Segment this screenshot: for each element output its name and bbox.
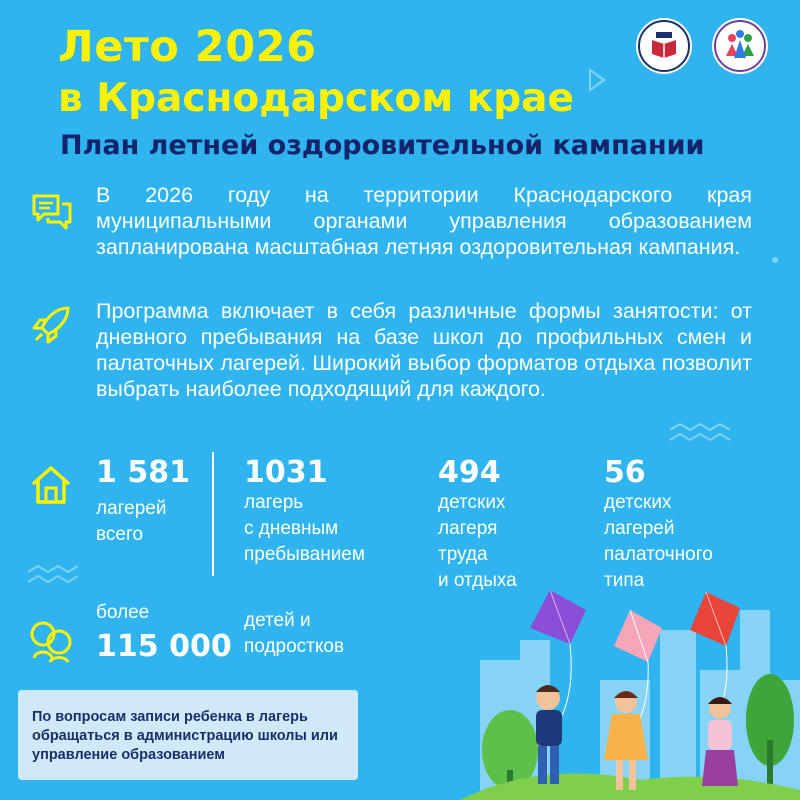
stat-day-camps-value: 1031 [244, 455, 328, 490]
people-emblem-icon [712, 18, 768, 74]
children-prefix: более [96, 602, 150, 623]
book-emblem-icon [636, 18, 692, 74]
stat-labor-camps-label: детских лагеря труда и отдыха [438, 492, 517, 591]
stats-divider [212, 452, 214, 576]
rocket-icon [30, 302, 74, 346]
stat-tent-camps-value: 56 [604, 455, 646, 490]
stat-day-camps-label: лагерь с дневным пребыванием [244, 492, 365, 565]
stat-total-label: лагерей всего [96, 498, 167, 545]
subtitle: План летней оздоровительной кампании [60, 130, 705, 161]
intro-paragraph: В 2026 году на территории Краснодарского края муниципальными органами управления образованием запланирована масштабная летняя оздоровительная кампания. [96, 183, 752, 259]
chat-icon [30, 192, 74, 232]
title-line-1: Лето 2026 [58, 22, 317, 72]
ministry-logo [636, 18, 692, 74]
program-paragraph: Программа включает в себя различные формы занятости: от дневного пребывания на базе школ до профильных смен и палаточных лагерей. Широкий выбор форматов отдыха позволит выбрать наиболее подходящий для каждого. [96, 299, 752, 401]
house-icon [28, 462, 74, 508]
stat-labor-camps-value: 494 [438, 455, 501, 490]
children-icon [26, 614, 76, 664]
stat-tent-camps-label: детских лагерей палаточного типа [604, 492, 713, 591]
children-label: детей и подростков [244, 610, 345, 657]
kids-with-kites-illustration [400, 580, 800, 800]
stat-total-value: 1 581 [96, 455, 190, 490]
children-value: 115 000 [96, 629, 232, 664]
title-line-2: в Краснодарском крае [58, 76, 574, 121]
info-note-text: По вопросам записи ребенка в лагерь обращаться в администрацию школы или управление образованием [32, 709, 338, 763]
methodical-center-logo [712, 18, 768, 74]
